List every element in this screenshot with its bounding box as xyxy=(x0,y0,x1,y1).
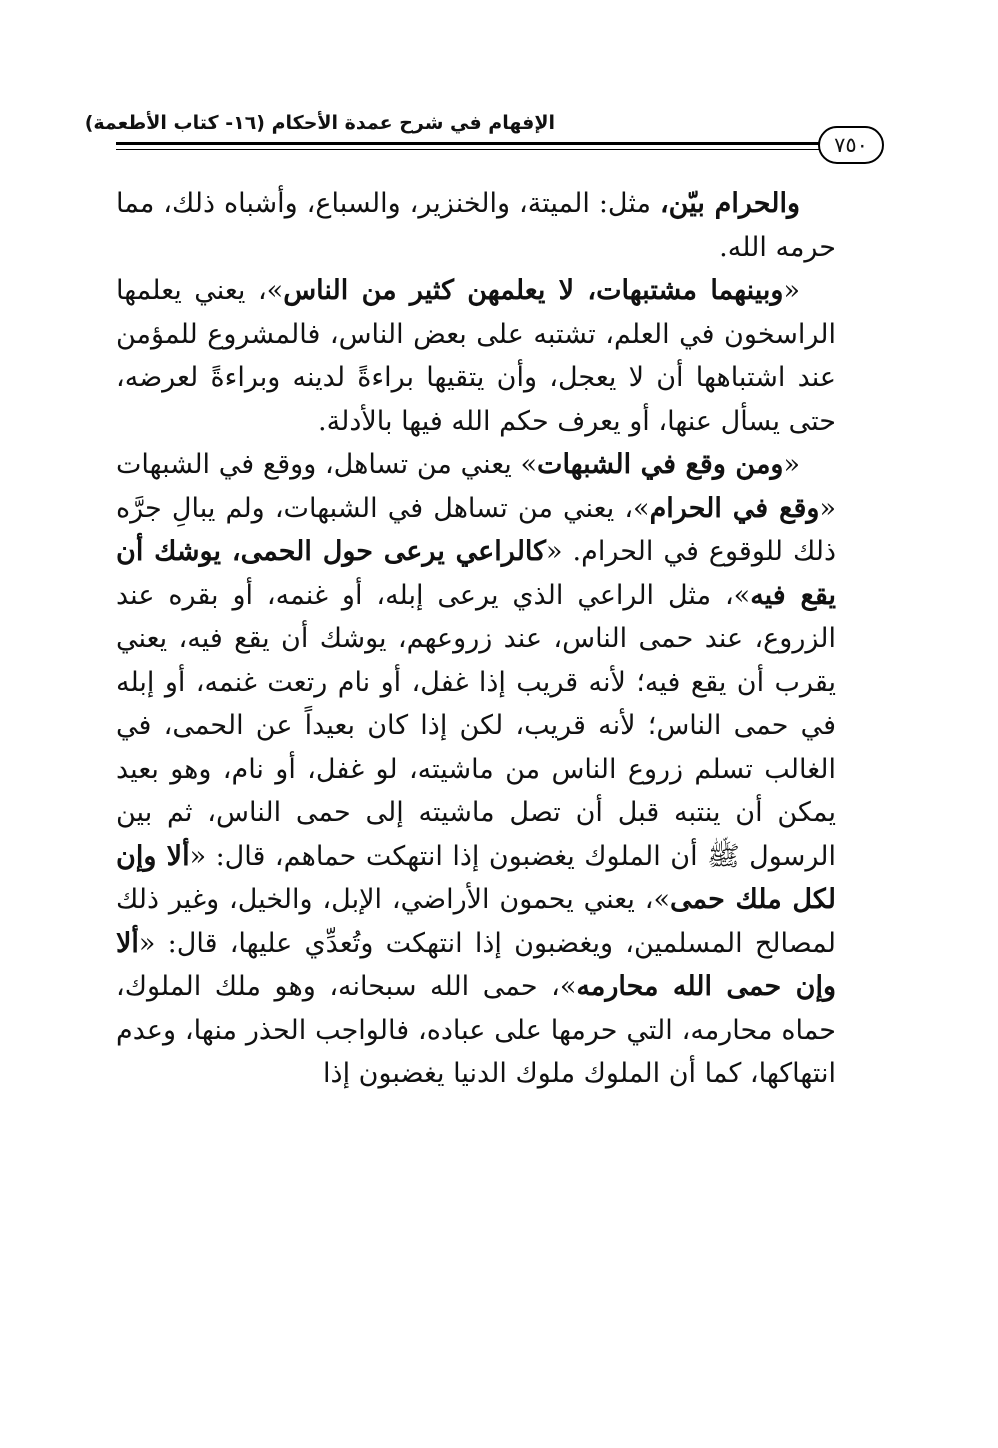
bold-segment: ألا وإن حمى الله محارمه xyxy=(116,927,836,1002)
text-segment: « xyxy=(783,449,800,480)
text-segment: مثل: الميتة، والخنزير، والسباع، وأشباه ذلك، مما حرمه الله. xyxy=(116,188,836,263)
running-title: الإفهام في شرح عمدة الأحكام (١٦- كتاب الأطعمة) xyxy=(84,112,555,134)
paragraph xyxy=(116,443,836,1096)
text-segment: » يعني من تساهل، ووقع في الشبهات « xyxy=(116,449,836,524)
bold-segment: ومن وقع في الشبهات xyxy=(537,449,784,480)
page-number: ٧٥٠ xyxy=(818,126,884,164)
header-rule-thin xyxy=(116,149,831,150)
text-segment: »، يعني يعلمها الراسخون في العلم، تشتبه على بعض الناس، فالمشروع للمؤمن عند اشتباهها أن لا يعجل، وأن يتقيها براءةً لدينه وبراءةً لعرضه، حتى يسأل عنها، أو يعرف حكم الله فيها بالأدلة. xyxy=(116,275,836,437)
text-segment: « xyxy=(783,275,800,306)
text-segment: »، حمى الله سبحانه، وهو ملك الملوك، حماه محارمه، التي حرمها على عباده، فالواجب الحذر منها، وعدم انتهاكها، كما أن الملوك ملوك الدنيا يغضبون إذا xyxy=(116,971,836,1089)
text-segment: »، يعني من تساهل في الشبهات، ولم يبالِ جرَّه ذلك للوقوع في الحرام. « xyxy=(116,492,836,567)
paragraph xyxy=(116,269,836,443)
bold-segment: وقع في الحرام xyxy=(649,492,820,524)
bold-segment: كالراعي يرعى حول الحمى، يوشك أن يقع فيه xyxy=(116,536,836,611)
text-segment: »، يعني يحمون الأراضي، الإبل، والخيل، وغير ذلك لمصالح المسلمين، ويغضبون إذا انتهكت وتُعدِّي عليها، قال: « xyxy=(116,884,836,959)
bold-segment: والحرام بيّن، xyxy=(659,188,800,219)
bold-segment: وبينهما مشتبهات، لا يعلمهن كثير من الناس xyxy=(283,275,784,306)
body-text xyxy=(116,182,836,1096)
text-segment: »، مثل الراعي الذي يرعى إبله، أو غنمه، أو بقره عند الزروع، عند حمى الناس، عند زروعهم، يوشك أن يقع فيه، يعني يقرب أن يقع فيه؛ لأنه قريب إذا غفل، أو نام رتعت غنمه، أو إبله في حمى الناس؛ لأنه قريب، لكن إذا كان بعيداً عن الحمى، في الغالب تسلم زروع الناس من ماشيته، لو غفل، أو نام، وهو بعيد يمكن أن ينتبه قبل أن تصل ماشيته إلى حمى الناس، ثم بين الرسول ﷺ أن الملوك يغضبون إذا انتهكت حماهم، قال: « xyxy=(116,579,837,872)
header-rule-thick xyxy=(116,142,831,145)
paragraph xyxy=(116,182,836,269)
bold-segment: ألا وإن لكل ملك حمى xyxy=(116,840,836,915)
